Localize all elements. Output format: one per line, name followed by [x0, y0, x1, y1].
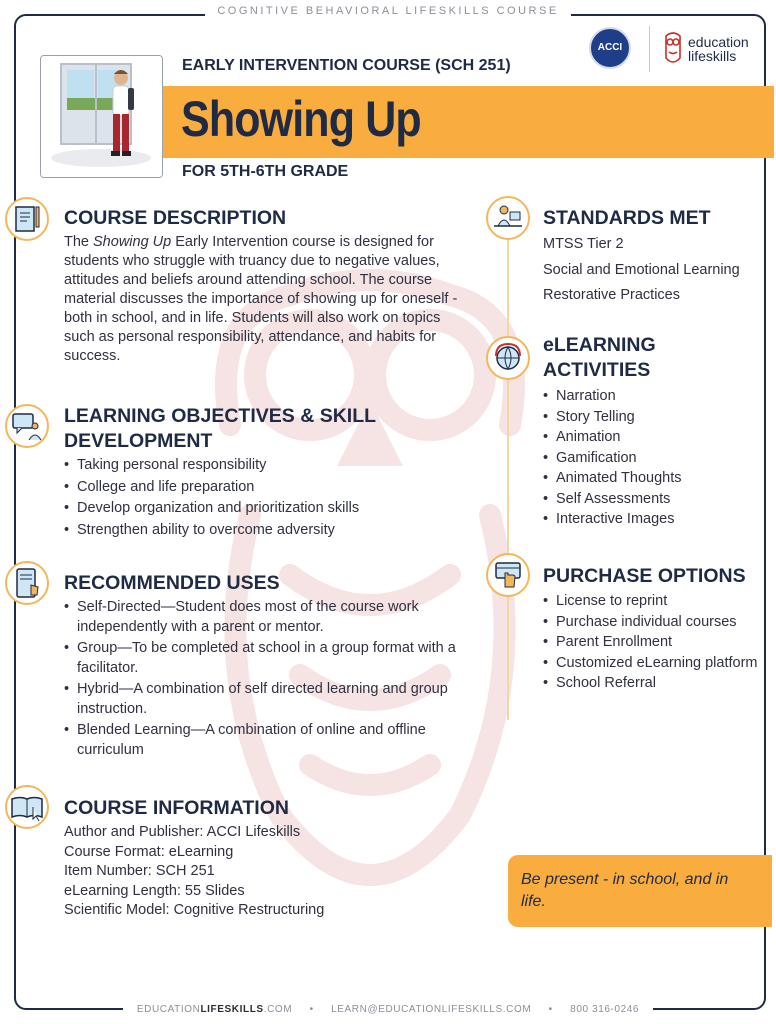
list-item: • Self-Directed—Student does most of the course work independently with a parent or mentor. — [64, 598, 459, 637]
speech-bubble-person-icon — [5, 404, 49, 448]
list-item: • Narration — [543, 386, 763, 407]
info-row: Author and Publisher: ACCI Lifeskills — [64, 824, 301, 840]
course-information-list — [64, 823, 464, 921]
owl-logo-icon — [662, 30, 684, 68]
list-item: • Animated Thoughts — [543, 468, 763, 489]
list-item: • Purchase individual courses — [543, 612, 763, 633]
list-item: • Develop organization and prioritization skills — [64, 498, 464, 520]
info-row: Scientific Model: Cognitive Restructuring — [64, 902, 325, 918]
recommended-uses-list — [64, 598, 459, 762]
phone-number: 800 316-0246 — [570, 1004, 640, 1015]
list-item: • Group—To be completed at school in a group format with a facilitator. — [64, 639, 459, 678]
learning-objectives-list — [64, 455, 464, 541]
brand-wordmark: education lifeskills — [688, 34, 749, 64]
elearning-activities-title: eLEARNING ACTIVITIES — [543, 334, 656, 381]
list-item: • Hybrid—A combination of self directed learning and group instruction. — [64, 680, 459, 719]
list-item: • Animation — [543, 427, 763, 448]
page-title: Showing Up — [181, 91, 421, 147]
hand-card-icon — [486, 553, 530, 597]
open-book-cursor-icon — [5, 785, 49, 829]
course-code: EARLY INTERVENTION COURSE (SCH 251) — [182, 57, 511, 74]
logo-divider — [649, 26, 650, 72]
learning-objectives-title: LEARNING OBJECTIVES & SKILL DEVELOPMENT — [64, 405, 377, 452]
person-at-desk-icon — [486, 196, 530, 240]
quote-callout: Be present - in school, and in life. — [508, 855, 772, 927]
top-label: COGNITIVE BEHAVIORAL LIFESKILLS COURSE — [0, 5, 776, 17]
hero-student-illustration — [40, 55, 163, 178]
purchase-options-title: PURCHASE OPTIONS — [543, 565, 746, 587]
info-row: Course Format: eLearning — [64, 843, 234, 860]
list-item: • School Referral — [543, 673, 763, 694]
list-item: • Strengthen ability to overcome adversity — [64, 520, 464, 542]
standard-item: Social and Emotional Learning — [543, 262, 740, 278]
list-item: • Gamification — [543, 448, 763, 469]
standard-item: MTSS Tier 2 — [543, 236, 624, 252]
elearning-activities-list — [543, 386, 763, 530]
list-item: • Parent Enrollment — [543, 632, 763, 653]
email-link[interactable]: LEARN@EDUCATIONLIFESKILLS.COM — [331, 1004, 532, 1015]
acci-seal-logo: ACCI — [589, 27, 631, 69]
list-item: • License to reprint — [543, 591, 763, 612]
timeline-rail — [507, 240, 509, 720]
standards-met-title: STANDARDS MET — [543, 207, 711, 229]
tablet-tap-icon — [5, 561, 49, 605]
list-item: • Taking personal responsibility — [64, 455, 464, 477]
course-description-title: COURSE DESCRIPTION — [64, 207, 287, 229]
list-item: • Customized eLearning platform — [543, 653, 763, 674]
list-item: • Interactive Images — [543, 509, 763, 530]
purchase-options-list — [543, 591, 763, 694]
footer-contact: EDUCATIONLIFESKILLS.COM • LEARN@EDUCATIONLIFESKILLS.COM • 800 316-0246 — [0, 1004, 776, 1015]
notebook-pen-icon — [5, 197, 49, 241]
list-item: • College and life preparation — [64, 477, 464, 499]
list-item: • Story Telling — [543, 407, 763, 428]
list-item: • Blended Learning—A combination of online and offline curriculum — [64, 721, 459, 760]
globe-headset-icon — [486, 336, 530, 380]
course-information-title: COURSE INFORMATION — [64, 797, 289, 819]
info-row: eLearning Length: 55 Slides — [64, 882, 245, 899]
website-link[interactable]: EDUCATIONLIFESKILLS.COM — [136, 1004, 293, 1015]
list-item: • Self Assessments — [543, 489, 763, 510]
grade-level: FOR 5TH-6TH GRADE — [182, 163, 349, 180]
course-description-text: The Showing Up Early Intervention course is designed for students who struggle with truancy due to negative values, attitudes and beliefs around attending school. The course material discusses the importance of showing up for oneself - both in school, and in life. Students will also work on topics such as personal responsibility, attendance, and habits for success. — [64, 234, 458, 364]
recommended-uses-title: RECOMMENDED USES — [64, 572, 280, 594]
info-row: Item Number: SCH 251 — [64, 863, 215, 879]
standard-item: Restorative Practices — [543, 287, 680, 303]
